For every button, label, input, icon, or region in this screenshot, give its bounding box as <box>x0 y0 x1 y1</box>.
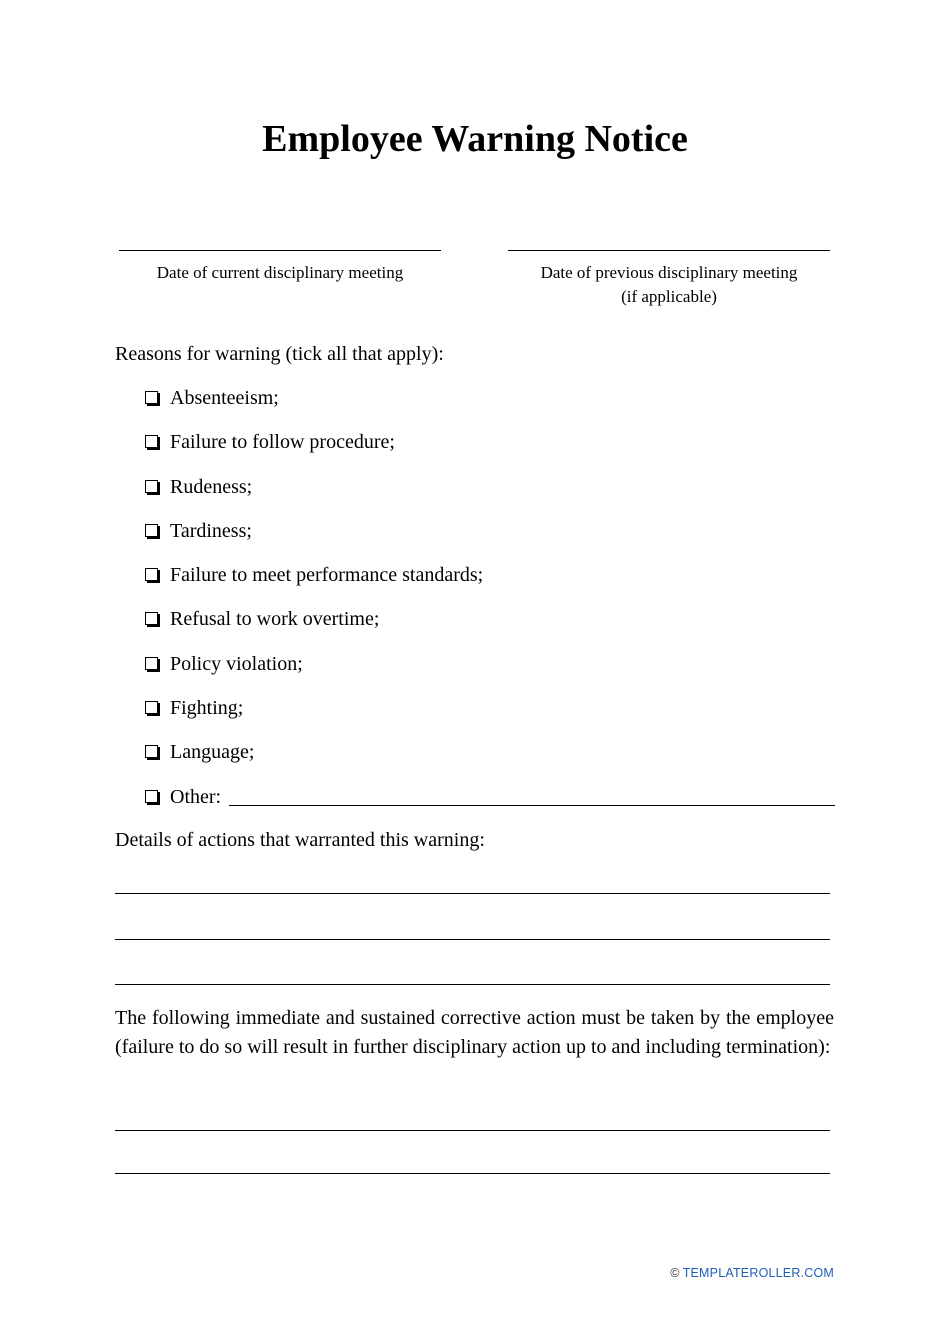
corrective-action-input-line[interactable] <box>115 1173 830 1174</box>
reason-item-fighting[interactable] <box>145 694 835 738</box>
corrective-action-input-line[interactable] <box>115 1130 830 1131</box>
checkbox-icon[interactable] <box>145 612 158 625</box>
details-input-line[interactable] <box>115 893 830 894</box>
reason-item-performance-standards[interactable] <box>145 561 835 605</box>
details-label: Details of actions that warranted this warning: <box>115 829 485 851</box>
checkbox-icon[interactable] <box>145 391 158 404</box>
reason-label: Language; <box>170 741 255 764</box>
reason-item-tardiness[interactable] <box>145 517 835 561</box>
current-meeting-date-field <box>119 234 441 285</box>
footer-brand-link[interactable]: TEMPLATEROLLER.COM <box>682 1266 834 1280</box>
checkbox-icon[interactable] <box>145 568 158 581</box>
checkbox-icon[interactable] <box>145 524 158 537</box>
reason-label: Failure to follow procedure; <box>170 431 395 454</box>
previous-meeting-date-field <box>508 234 830 309</box>
copyright-icon: © <box>670 1266 680 1280</box>
previous-meeting-date-input-line[interactable] <box>508 250 830 251</box>
reason-label: Policy violation; <box>170 652 303 675</box>
checkbox-icon[interactable] <box>145 657 158 670</box>
reason-item-rudeness[interactable] <box>145 473 835 517</box>
reason-label: Fighting; <box>170 697 244 720</box>
reason-item-failure-to-follow-procedure[interactable] <box>145 428 835 472</box>
checkbox-icon[interactable] <box>145 790 158 803</box>
details-input-line[interactable] <box>115 939 830 940</box>
reason-label: Other: <box>170 785 222 808</box>
previous-meeting-date-label: Date of previous disciplinary meeting <box>540 263 798 282</box>
reason-label: Absenteeism; <box>170 387 279 409</box>
reason-label: Tardiness; <box>170 519 252 542</box>
reason-item-absenteeism[interactable] <box>145 384 835 428</box>
checkbox-icon[interactable] <box>145 745 158 758</box>
checkbox-icon[interactable] <box>145 435 158 448</box>
previous-meeting-date-note: (if applicable) <box>621 287 717 306</box>
reason-label: Failure to meet performance standards; <box>170 564 484 587</box>
reason-item-refusal-overtime[interactable] <box>145 605 835 649</box>
corrective-action-paragraph: The following immediate and sustained corrective action must be taken by the employee (failure to do so will result in further disciplinary action up to and including termination): <box>115 1007 834 1058</box>
reason-item-language[interactable] <box>145 738 835 782</box>
current-meeting-date-label: Date of current disciplinary meeting <box>156 263 404 282</box>
reason-label: Refusal to work overtime; <box>170 608 380 631</box>
checkbox-icon[interactable] <box>145 480 158 493</box>
reason-item-policy-violation[interactable] <box>145 650 835 694</box>
checkbox-icon[interactable] <box>145 701 158 714</box>
footer-brand <box>670 1266 834 1280</box>
reasons-label: Reasons for warning (tick all that apply): <box>115 343 444 365</box>
page-title: Employee Warning Notice <box>262 118 688 160</box>
reasons-checklist <box>145 384 835 827</box>
other-reason-input-line[interactable] <box>229 783 835 806</box>
current-meeting-date-input-line[interactable] <box>119 250 441 251</box>
reason-label: Rudeness; <box>170 475 253 498</box>
details-input-line[interactable] <box>115 984 830 985</box>
reason-item-other[interactable] <box>145 783 835 827</box>
